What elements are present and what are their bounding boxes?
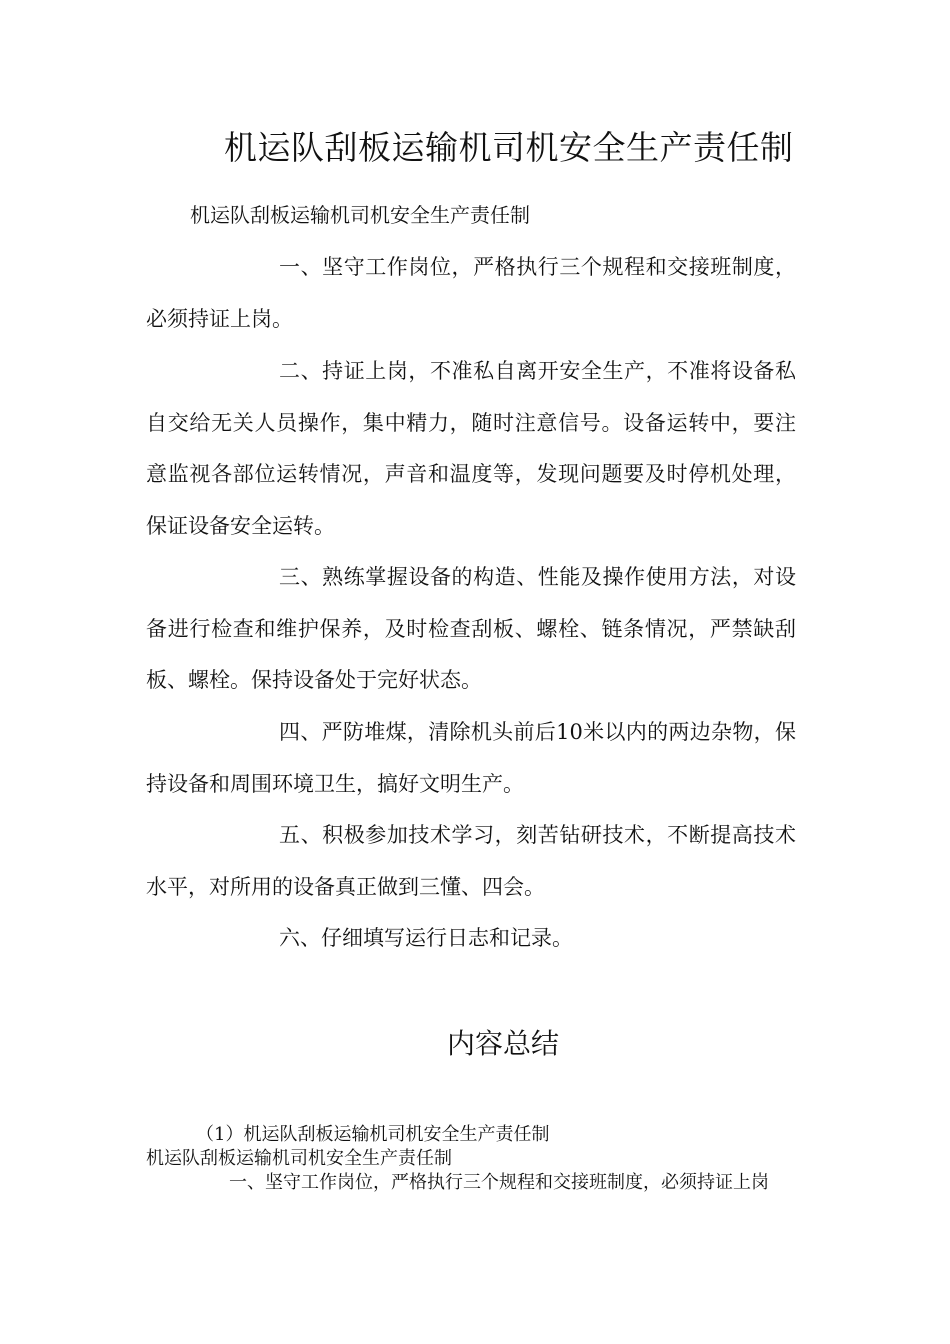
paragraph-3: 三、熟练掌握设备的构造、性能及操作使用方法，对设备进行检查和维护保养，及时检查刮板、螺栓、链条情况，严禁缺刮板、螺栓。保持设备处于完好状态。 bbox=[146, 565, 796, 692]
paragraph-4: 四、严防堆煤，清除机头前后10米以内的两边杂物，保持设备和周围环境卫生，搞好文明生产。 bbox=[146, 720, 796, 796]
document-subtitle: 机运队刮板运输机司机安全生产责任制 bbox=[190, 203, 530, 227]
summary-heading: 内容总结 bbox=[447, 1027, 560, 1060]
summary-line-2: 机运队刮板运输机司机安全生产责任制 bbox=[146, 1148, 452, 1169]
document-title: 机运队刮板运输机司机安全生产责任制 bbox=[224, 128, 794, 167]
paragraph-5: 五、积极参加技术学习，刻苦钻研技术，不断提高技术水平，对所用的设备真正做到三懂、四会。 bbox=[146, 823, 796, 899]
paragraph-6: 六、仔细填写运行日志和记录。 bbox=[279, 926, 573, 950]
paragraph-2: 二、持证上岗，不准私自离开安全生产，不准将设备私自交给无关人员操作，集中精力，随时注意信号。设备运转中，要注意监视各部位运转情况，声音和温度等，发现问题要及时停机处理，保证设备安全运转。 bbox=[146, 359, 796, 538]
summary-item-1: （1）机运队刮板运输机司机安全生产责任制 bbox=[196, 1124, 550, 1145]
summary-line-3: 一、坚守工作岗位，严格执行三个规程和交接班制度，必须持证上岗 bbox=[229, 1172, 769, 1193]
paragraph-1: 一、坚守工作岗位，严格执行三个规程和交接班制度，必须持证上岗。 bbox=[146, 255, 796, 331]
